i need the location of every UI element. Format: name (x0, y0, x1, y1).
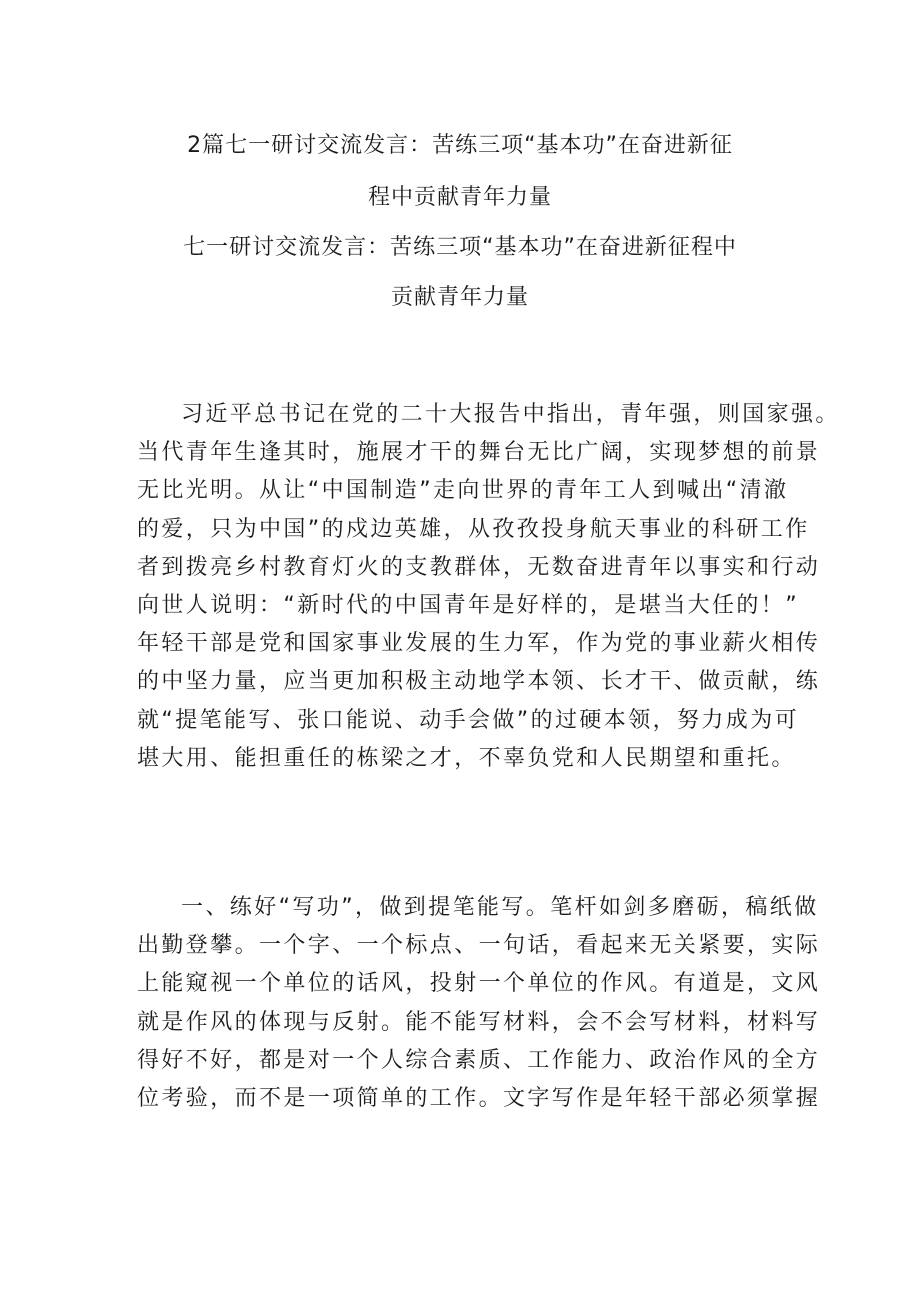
text-line: 向世人说明：“新时代的中国青年是好样的，是堪当大任的！” (137, 593, 799, 619)
paragraph-writing-skill (137, 889, 821, 1118)
paragraph-intro (137, 396, 840, 778)
title-line-1: 2篇七一研讨交流发言：苦练三项“基本功”在奋进新征 (187, 133, 733, 158)
text-line: 习近平总书记在党的二十大报告中指出，青年强，则国家强。 (181, 402, 840, 427)
text-line: 就是作风的体现与反射。能不能写材料，会不会写材料，材料写 (137, 1009, 821, 1035)
text-line: 一、练好“写功”，做到提笔能写。笔杆如剑多磨砺，稿纸做 (181, 895, 819, 920)
text-line: 当代青年生逢其时，施展才干的舞台无比广阔，实现梦想的前景 (137, 440, 821, 466)
text-line: 无比光明。从让“中国制造”走向世界的青年工人到喊出“清澈 (137, 478, 789, 504)
text-line: 出勤登攀。一个字、一个标点、一句话，看起来无关紧要，实际 (137, 933, 821, 959)
text-line: 者到拨亮乡村教育灯火的支教群体，无数奋进青年以事实和行动 (137, 554, 821, 580)
text-line: 年轻干部是党和国家事业发展的生力军，作为党的事业薪火相传 (137, 631, 821, 657)
subtitle-line-1: 七一研讨交流发言：苦练三项“基本功”在奋进新征程中 (183, 235, 737, 260)
text-line: 得好不好，都是对一个人综合素质、工作能力、政治作风的全方 (137, 1047, 821, 1073)
text-line: 位考验，而不是一项简单的工作。文字写作是年轻干部必须掌握 (137, 1086, 821, 1112)
title-line-2: 程中贡献青年力量 (367, 185, 552, 210)
text-line: 的爱，只为中国”的戍边英雄，从孜孜投身航天事业的科研工作 (137, 516, 810, 542)
text-line: 堪大用、能担重任的栋梁之才，不辜负党和人民期望和重托。 (137, 745, 796, 771)
subtitle-line-2: 贡献青年力量 (390, 285, 529, 310)
text-line: 上能窥视一个单位的话风，投射一个单位的作风。有道是，文风 (137, 971, 821, 997)
text-line: 的中坚力量，应当更加积极主动地学本领、长才干、做贡献，练 (137, 669, 821, 695)
text-line: 就“提笔能写、张口能说、动手会做”的过硬本领，努力成为可 (137, 707, 799, 733)
